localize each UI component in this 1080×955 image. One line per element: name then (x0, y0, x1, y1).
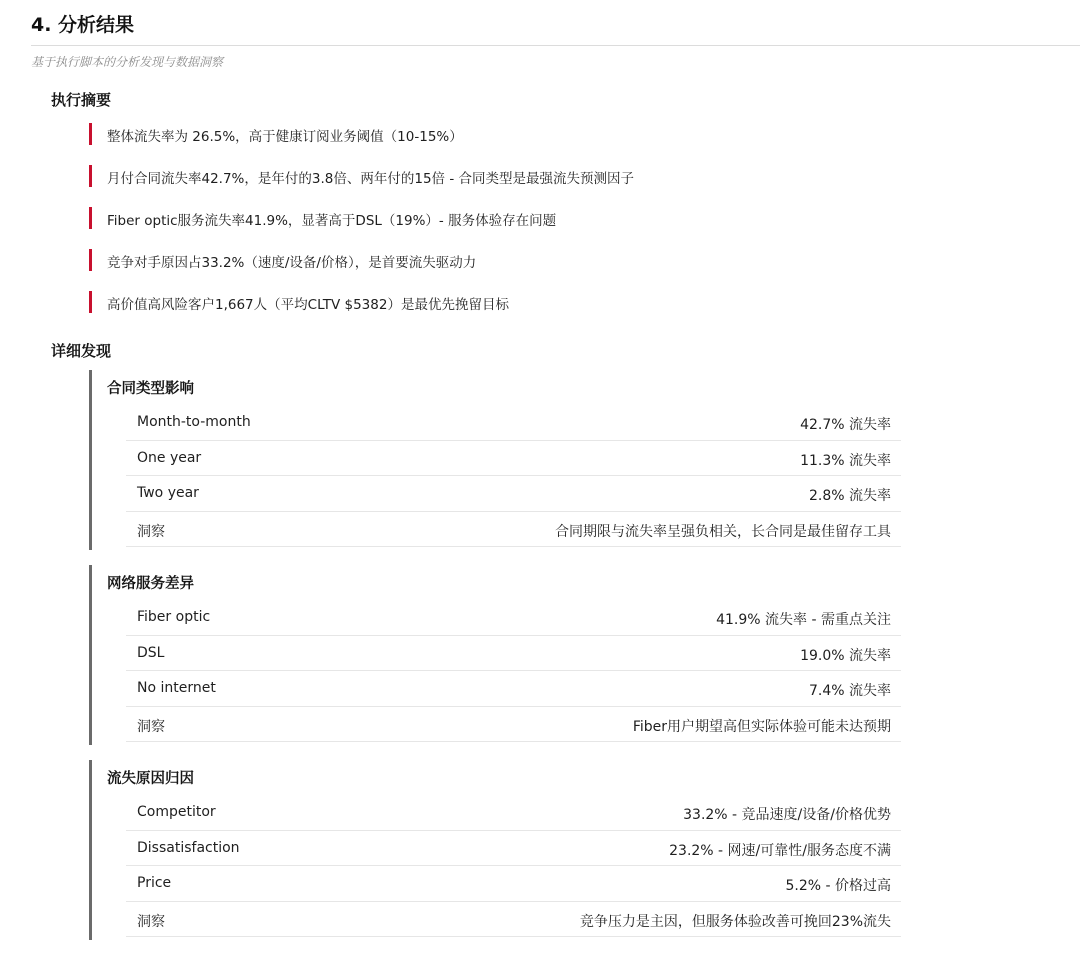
group-title: 合同类型影响 (107, 381, 194, 397)
finding-table (126, 600, 901, 742)
summary-accent-bar (89, 123, 92, 145)
table-row (126, 600, 901, 636)
row-key: Dissatisfaction (137, 839, 240, 856)
title-divider (31, 45, 1080, 46)
section-subtitle: 基于执行脚本的分析发现与数据洞察 (31, 55, 224, 69)
table-row (126, 671, 901, 707)
table-row (126, 866, 901, 902)
row-value: 42.7% 流失率 (800, 417, 891, 433)
summary-item-text: 月付合同流失率42.7%，是年付的3.8倍、两年付的15倍 - 合同类型是最强流失预测因子 (107, 171, 634, 187)
detailed-findings-heading: 详细发现 (51, 342, 112, 360)
group-accent-bar (89, 370, 92, 550)
finding-table (126, 795, 901, 937)
table-row (126, 636, 901, 672)
row-key: Month-to-month (137, 414, 251, 430)
row-value: 41.9% 流失率 - 需重点关注 (716, 612, 891, 628)
row-key: One year (137, 449, 202, 466)
summary-item-text: 竞争对手原因占33.2%（速度/设备/价格），是首要流失驱动力 (107, 255, 477, 271)
row-value: 5.2% - 价格过高 (785, 878, 891, 894)
row-value: 19.0% 流失率 (800, 647, 891, 664)
row-key: No internet (137, 680, 216, 696)
summary-item-text: Fiber optic服务流失率41.9%，显著高于DSL（19%）- 服务体验存在问题 (107, 213, 557, 229)
summary-item (89, 207, 989, 229)
summary-item (89, 291, 989, 313)
section-title: 4. 分析结果 (31, 14, 135, 36)
row-value: 合同期限与流失率呈强负相关，长合同是最佳留存工具 (555, 523, 891, 540)
table-row (126, 831, 901, 867)
executive-summary-heading: 执行摘要 (51, 91, 112, 109)
summary-accent-bar (89, 249, 92, 271)
group-accent-bar (89, 760, 92, 940)
row-value: 竞争压力是主因，但服务体验改善可挽回23%流失 (579, 913, 891, 930)
summary-item (89, 249, 989, 271)
table-row (126, 476, 901, 512)
finding-group-churn-reasons (89, 760, 901, 940)
row-value: 11.3% 流失率 (800, 452, 891, 469)
group-accent-bar (89, 565, 92, 745)
finding-group-contract-type (89, 370, 901, 550)
row-key: DSL (137, 644, 165, 661)
group-title: 网络服务差异 (107, 576, 194, 592)
finding-table (126, 405, 901, 547)
row-value: 33.2% - 竞品速度/设备/价格优势 (683, 807, 891, 823)
table-row (126, 405, 901, 441)
row-key: 洞察 (137, 523, 165, 540)
row-value: 2.8% 流失率 (808, 488, 891, 504)
row-key: 洞察 (137, 718, 165, 735)
row-value: 23.2% - 网速/可靠性/服务态度不满 (669, 842, 891, 859)
finding-group-network-service (89, 565, 901, 745)
row-key: Two year (137, 485, 199, 501)
table-row (126, 902, 901, 938)
table-row (126, 707, 901, 743)
row-key: Competitor (137, 804, 216, 820)
summary-item-text: 整体流失率为 26.5%，高于健康订阅业务阈值（10-15%） (107, 129, 463, 145)
summary-accent-bar (89, 291, 92, 313)
table-row (126, 441, 901, 477)
row-key: 洞察 (137, 913, 165, 930)
summary-item (89, 165, 989, 187)
summary-item-text: 高价值高风险客户1,667人（平均CLTV $5382）是最优先挽留目标 (107, 297, 509, 313)
row-key: Fiber optic (137, 609, 211, 625)
group-title: 流失原因归因 (107, 771, 194, 787)
summary-accent-bar (89, 207, 92, 229)
table-row (126, 512, 901, 548)
table-row (126, 795, 901, 831)
row-key: Price (137, 875, 172, 891)
row-value: Fiber用户期望高但实际体验可能未达预期 (632, 718, 891, 735)
summary-accent-bar (89, 165, 92, 187)
row-value: 7.4% 流失率 (808, 683, 891, 699)
summary-item (89, 123, 989, 145)
